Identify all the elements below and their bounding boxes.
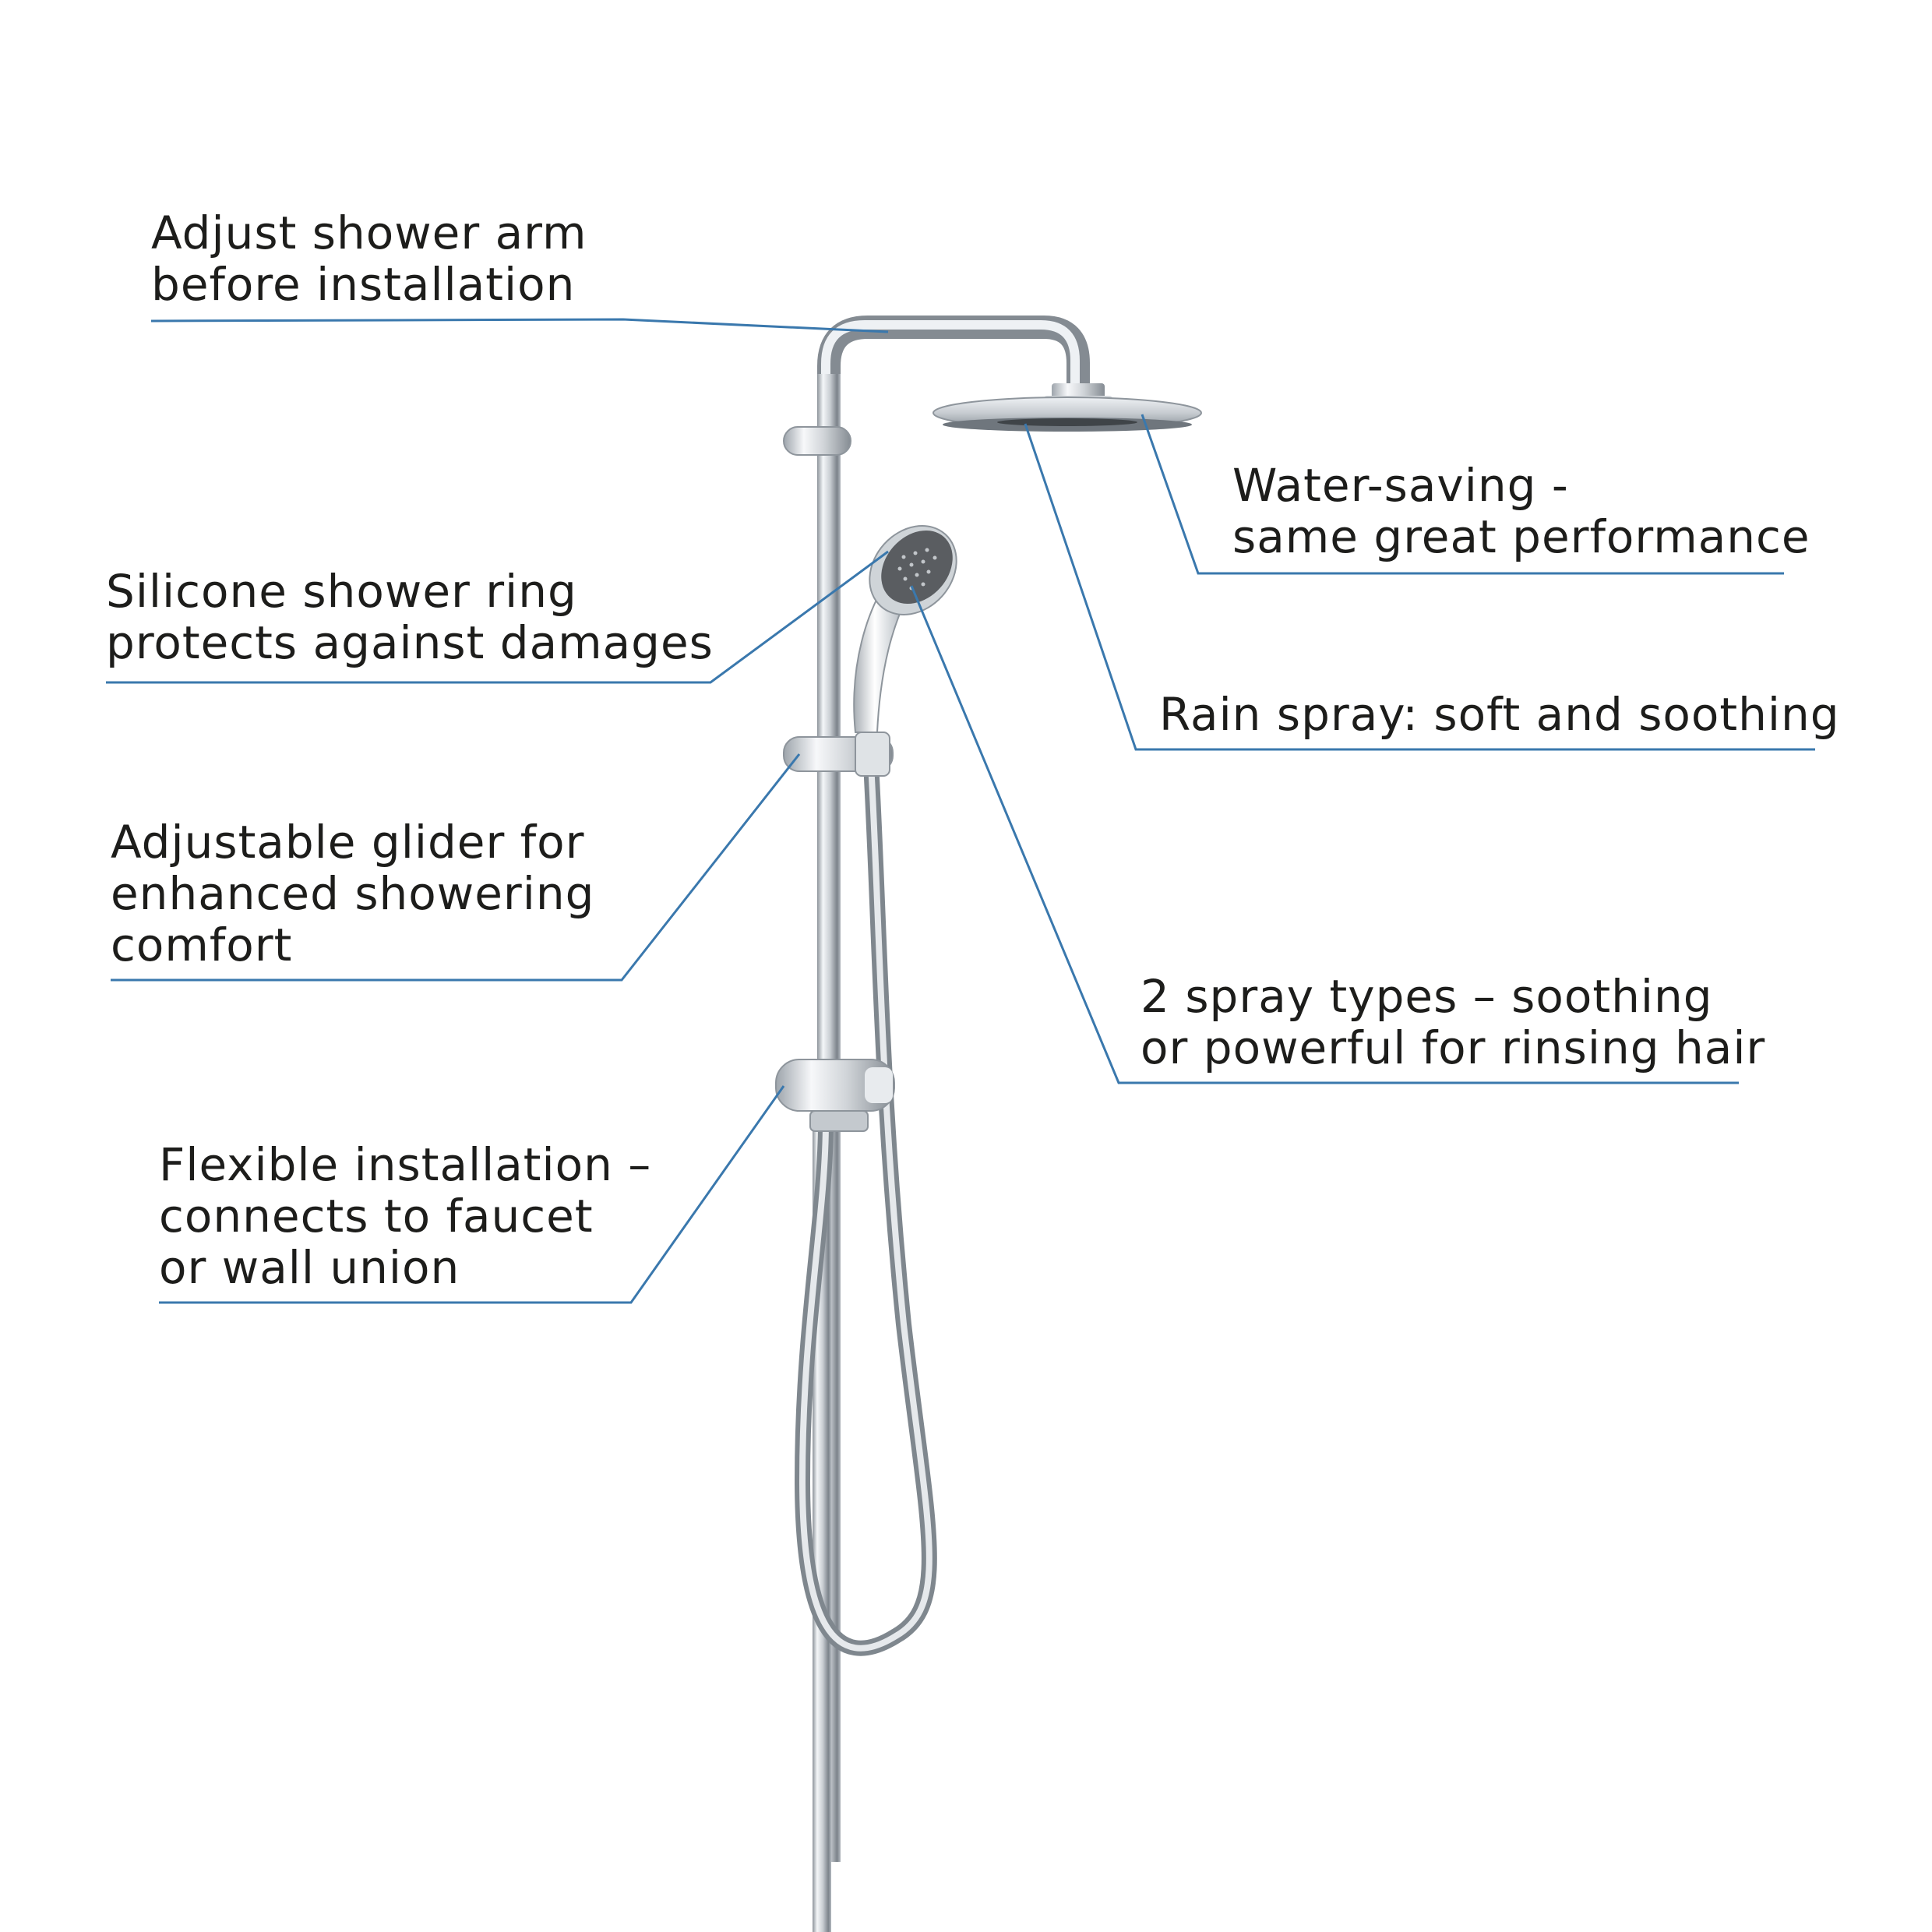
callout-line: enhanced showering xyxy=(111,867,595,920)
callout-line: before installation xyxy=(151,258,576,311)
hand-shower xyxy=(851,508,974,732)
glider xyxy=(784,732,893,776)
callout-spray-types xyxy=(1141,971,1765,1074)
callout-line: Adjust shower arm xyxy=(151,206,587,259)
callout-line: Rain spray: soft and soothing xyxy=(1159,688,1840,741)
callout-line: Water-saving - xyxy=(1232,459,1569,512)
callout-adjust-shower-arm xyxy=(151,207,587,310)
callout-line: protects against damages xyxy=(106,616,714,669)
callout-silicone-ring xyxy=(106,566,714,668)
callout-water-saving xyxy=(1232,460,1810,562)
diverter-bracket xyxy=(776,1059,894,1131)
callout-line: Adjustable glider for xyxy=(111,816,585,869)
upper-bracket xyxy=(784,427,851,455)
callout-line: same great performance xyxy=(1232,510,1810,563)
callout-line: or powerful for rinsing hair xyxy=(1141,1021,1766,1074)
callout-line: or wall union xyxy=(159,1241,460,1294)
overhead-shower-head xyxy=(933,383,1201,432)
callout-adjustable-glider xyxy=(111,816,594,971)
callout-line: comfort xyxy=(111,918,293,971)
leader-line-arm xyxy=(151,319,888,332)
callout-rain-spray xyxy=(1159,689,1840,740)
callout-line: Flexible installation – xyxy=(159,1138,652,1191)
callout-line: connects to faucet xyxy=(159,1190,594,1243)
callout-flexible-installation xyxy=(159,1139,651,1293)
callout-line: Silicone shower ring xyxy=(106,565,577,618)
callout-line: 2 spray types – soothing xyxy=(1141,970,1713,1023)
